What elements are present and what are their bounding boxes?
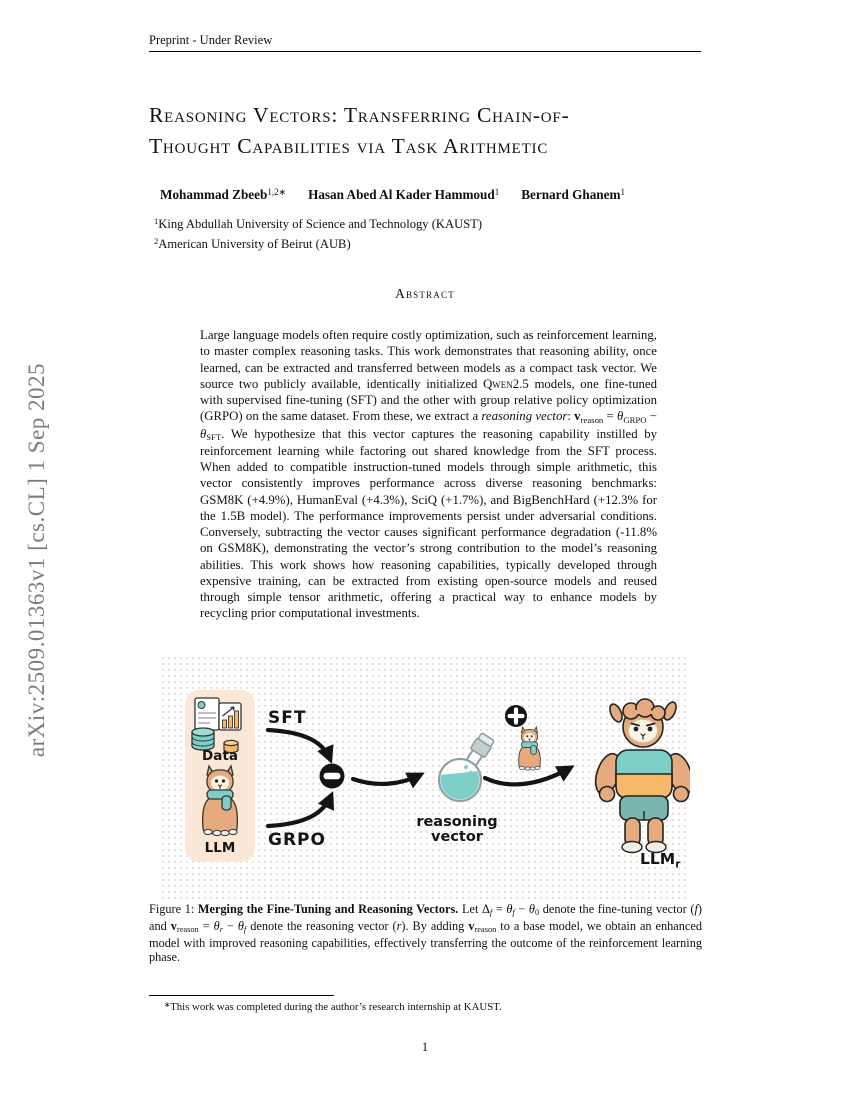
figure-caption: Figure 1: Merging the Fine-Tuning and Reasoning Vectors. Let Δf = θf − θ0 denote the fine-tuning vector (f) and vreason = θr − θf denote the reasoning vector (r). By adding vreason to a base model, we obtain an enhanced model with improved reasoning capabilities, effectively transferring the outcome of the reinforcement learning phase.: [149, 902, 702, 965]
small-llama-icon: [519, 727, 541, 770]
page-number: 1: [421, 1040, 429, 1054]
sft-arrow-icon: [268, 730, 330, 759]
reasoning-label-line2: vector: [431, 829, 483, 845]
llama-icon: [203, 766, 238, 836]
minus-icon: [320, 764, 345, 789]
llm-r-label: $LLM_r$: [640, 850, 681, 871]
to-flask-arrow-icon: [353, 775, 420, 784]
affiliation-2: $^2$American University of Beirut (AUB): [154, 236, 351, 251]
grpo-label: GRPO: [268, 830, 326, 850]
footnote: ∗This work was completed during the author’s research internship at KAUST.: [164, 999, 502, 1013]
grpo-arrow-icon: [268, 796, 331, 826]
plus-icon: [505, 705, 527, 727]
affiliations: [154, 215, 699, 255]
running-header: Preprint - Under Review: [149, 33, 273, 47]
abstract-body: Large language models often require costly optimization, such as reinforcement learning, to master complex reasoning tasks. This work demonstrates that reasoning ability, once learned, can be extracted and transferred between models as a compact task vector. We source two publicly available, identically initialized Qwen2.5 models, one fine-tuned with supervised fine-tuning (SFT) and the other with group relative policy optimization (GRPO) on the same dataset. From these, we extract a reasoning vector: vreason = θGRPO − θSFT. We hypothesize that this vector captures the reasoning capability instilled by reinforcement learning while factoring out shared knowledge from the SFT process. When added to compatible instruction-tuned models through simple arithmetic, this vector consistently improves performance across diverse reasoning benchmarks: GSM8K (+4.9%), HumanEval (+4.3%), SciQ (+1.7%), and BigBenchHard (+12.3% for the 1.5B model). The performance improvements persist under adversarial conditions. Conversely, subtracting the vector causes significant performance degradation (-11.8% on GSM8K), demonstrating the vector’s strong contribution to the model’s reasoning abilities. This work shows how reasoning capabilities, typically developed through expensive training, can be extracted from existing open-source models and reused through simple tensor arithmetic, offering a practical way to enhance models by recycling prior computational investments.: [200, 328, 658, 621]
llm-label: LLM: [204, 840, 236, 856]
data-label: Data: [202, 748, 238, 764]
title-line-2: Thought Capabilities via Task Arithmetic: [149, 133, 549, 158]
abstract-heading: Abstract: [395, 286, 455, 301]
footnote-rule: [149, 995, 334, 996]
inputs-panel: [185, 690, 255, 862]
reasoning-label-line1: reasoning: [416, 814, 498, 830]
affiliation-1: $^1$King Abdullah University of Science and Technology (KAUST): [154, 216, 483, 231]
figure-1: [160, 655, 690, 900]
sft-label: SFT: [268, 708, 307, 728]
header-rule: [149, 51, 701, 52]
author-line: Mohammad Zbeeb$^{1,2∗}$ Hasan Abed Al Kader Hammoud$^1$ Bernard Ghanem$^1$: [160, 186, 625, 202]
to-llm-r-arrow-icon: [485, 768, 570, 784]
flask-icon: [435, 732, 495, 805]
muscular-llama-icon: [591, 699, 690, 853]
figure-1-graphic: [160, 655, 690, 900]
arxiv-watermark: arXiv:2509.01363v1 [cs.CL] 1 Sep 2025: [24, 362, 49, 758]
title-line-1: Reasoning Vectors: Transferring Chain-of-: [149, 103, 570, 127]
paper-title: [149, 100, 719, 161]
